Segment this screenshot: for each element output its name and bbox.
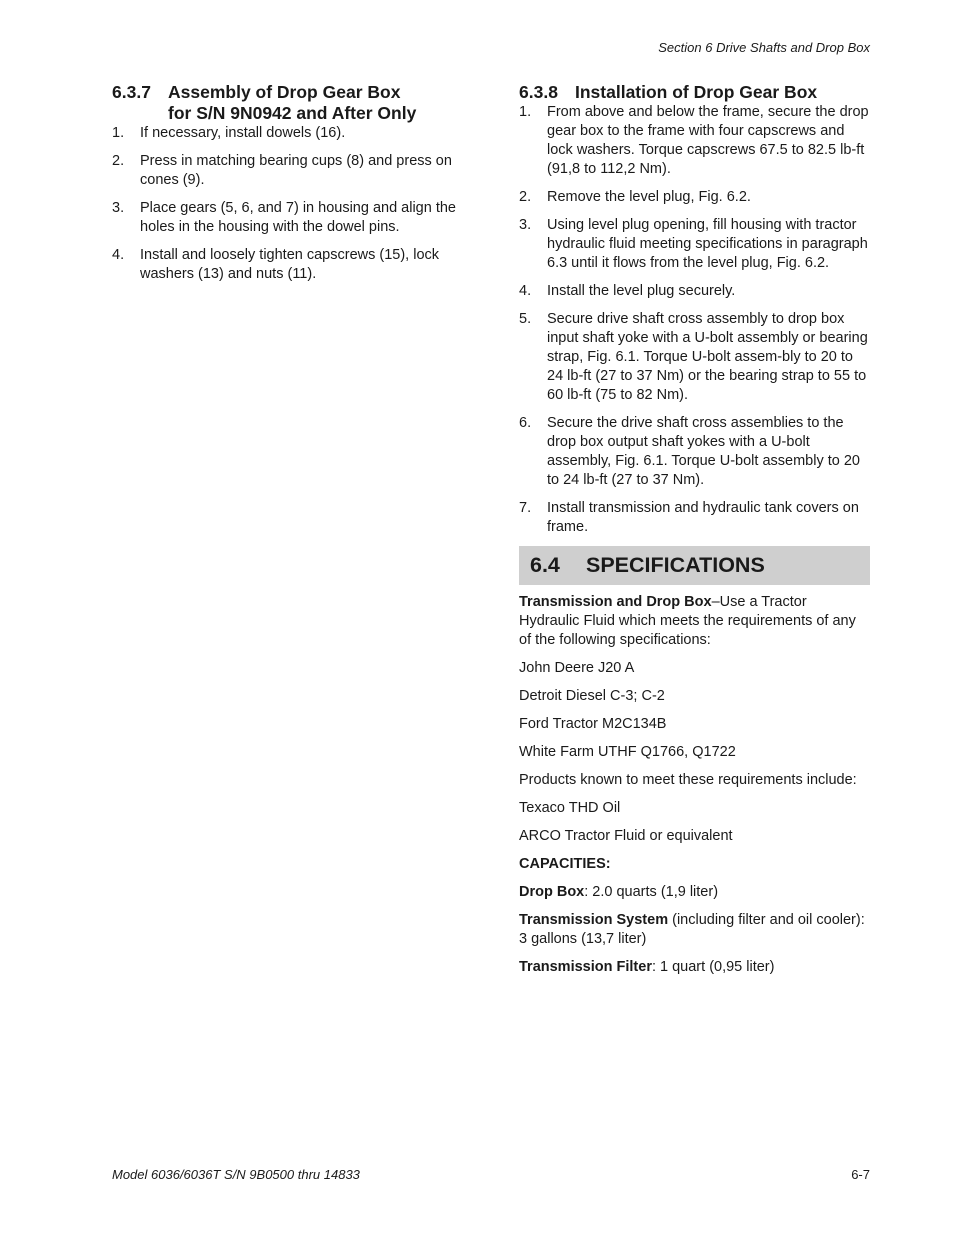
capacity-label: Transmission Filter: [519, 959, 652, 975]
heading-title: [168, 82, 416, 124]
capacity-transmission-filter: [519, 958, 870, 977]
heading-title-line1: Assembly of Drop Gear Box: [168, 82, 401, 102]
heading-title-line2: for S/N 9N0942 and After Only: [168, 103, 417, 123]
product-item: Texaco THD Oil: [519, 800, 621, 816]
right-column: [519, 82, 870, 986]
capacities-label: [519, 855, 870, 874]
heading-6-3-8: [519, 82, 870, 103]
step-text: Install transmission and hydraulic tank covers on frame.: [547, 500, 859, 535]
products-intro: Products known to meet these requirements include:: [519, 772, 857, 788]
step-number: 4.: [112, 247, 125, 263]
spec-item: Detroit Diesel C-3; C-2: [519, 688, 665, 704]
list-item: [519, 103, 870, 179]
spec-intro-bold: Transmission and Drop Box: [519, 594, 712, 610]
step-number: 5.: [519, 311, 532, 327]
step-number: 2.: [519, 189, 532, 205]
spec-item: White Farm UTHF Q1766, Q1722: [519, 744, 736, 760]
capacity-drop-box: [519, 883, 870, 902]
assembly-steps: [112, 124, 467, 284]
installation-steps: [519, 103, 870, 537]
list-item: [112, 246, 467, 284]
list-item: [519, 310, 870, 405]
heading-6-3-7: [112, 82, 467, 124]
spec-item: Ford Tractor M2C134B: [519, 716, 667, 732]
step-text: Using level plug opening, fill housing with tractor hydraulic fluid meeting specifications in paragraph 6.3 until it flows from the level plug, Fig. 6.2.: [547, 217, 868, 271]
step-number: 4.: [519, 283, 532, 299]
step-text: If necessary, install dowels (16).: [140, 125, 346, 141]
list-item: [112, 152, 467, 190]
step-number: 6.: [519, 415, 532, 431]
step-text: Secure the drive shaft cross assemblies to the drop box output shaft yokes with a U-bolt assembly, Fig. 6.1. Torque U-bolt assembly to 20 to 24 lb-ft (27 to 37 Nm).: [547, 415, 860, 488]
list-item: [519, 499, 870, 537]
capacity-value: (including filter and oil cooler): 3 gallons (13,7 liter): [519, 912, 865, 947]
step-text: Place gears (5, 6, and 7) in housing and align the holes in the housing with the dowel pins.: [140, 200, 456, 235]
specifications-body: [519, 593, 870, 977]
list-item: [112, 199, 467, 237]
left-column: [112, 82, 467, 293]
list-item: [112, 124, 467, 143]
step-number: 3.: [519, 217, 532, 233]
running-header: Section 6 Drive Shafts and Drop Box: [658, 40, 870, 55]
step-number: 1.: [519, 104, 532, 120]
page-number: 6-7: [851, 1167, 870, 1182]
list-item: [519, 282, 870, 301]
specifications-heading-bar: [519, 546, 870, 585]
step-text: From above and below the frame, secure the drop gear box to the frame with four capscrews and lock washers. Torque capscrews 67.5 to 82.5 lb-ft (91,8 to 112,2 Nm).: [547, 104, 869, 177]
list-item: [519, 414, 870, 490]
step-number: 1.: [112, 125, 125, 141]
product-item: ARCO Tractor Fluid or equivalent: [519, 828, 733, 844]
footer-model: Model 6036/6036T S/N 9B0500 thru 14833: [112, 1167, 360, 1182]
capacities-label-text: CAPACITIES:: [519, 856, 611, 872]
step-number: 7.: [519, 500, 532, 516]
spec-intro: [519, 593, 870, 650]
heading-number: 6.3.7: [112, 82, 151, 102]
capacity-transmission-system: [519, 911, 870, 949]
step-text: Press in matching bearing cups (8) and press on cones (9).: [140, 153, 452, 188]
step-text: Install the level plug securely.: [547, 283, 736, 299]
section-title: SPECIFICATIONS: [586, 553, 765, 577]
capacity-value: : 1 quart (0,95 liter): [651, 959, 775, 975]
heading-title: Installation of Drop Gear Box: [575, 82, 818, 102]
step-number: 3.: [112, 200, 125, 216]
step-number: 2.: [112, 153, 125, 169]
spec-intro-text: –Use a Tractor Hydraulic Fluid which meets the requirements of any of the following specifications:: [519, 594, 856, 648]
capacity-value: : 2.0 quarts (1,9 liter): [584, 884, 719, 900]
step-text: Secure drive shaft cross assembly to drop box input shaft yoke with a U-bolt assembly or bearing strap, Fig. 6.1. Torque U-bolt assem-bly to 20 to 24 lb-ft (27 to 37 Nm) or the bearing strap to 55 to 60 lb-ft (75 to 82 Nm).: [547, 311, 868, 403]
step-text: Remove the level plug, Fig. 6.2.: [547, 189, 751, 205]
capacity-label: Transmission System: [519, 912, 669, 928]
list-item: [519, 188, 870, 207]
step-text: Install and loosely tighten capscrews (15), lock washers (13) and nuts (11).: [140, 247, 440, 282]
section-number: 6.4: [530, 553, 560, 577]
list-item: [519, 216, 870, 273]
capacity-label: Drop Box: [519, 884, 585, 900]
spec-item: John Deere J20 A: [519, 660, 635, 676]
heading-number: 6.3.8: [519, 82, 558, 102]
